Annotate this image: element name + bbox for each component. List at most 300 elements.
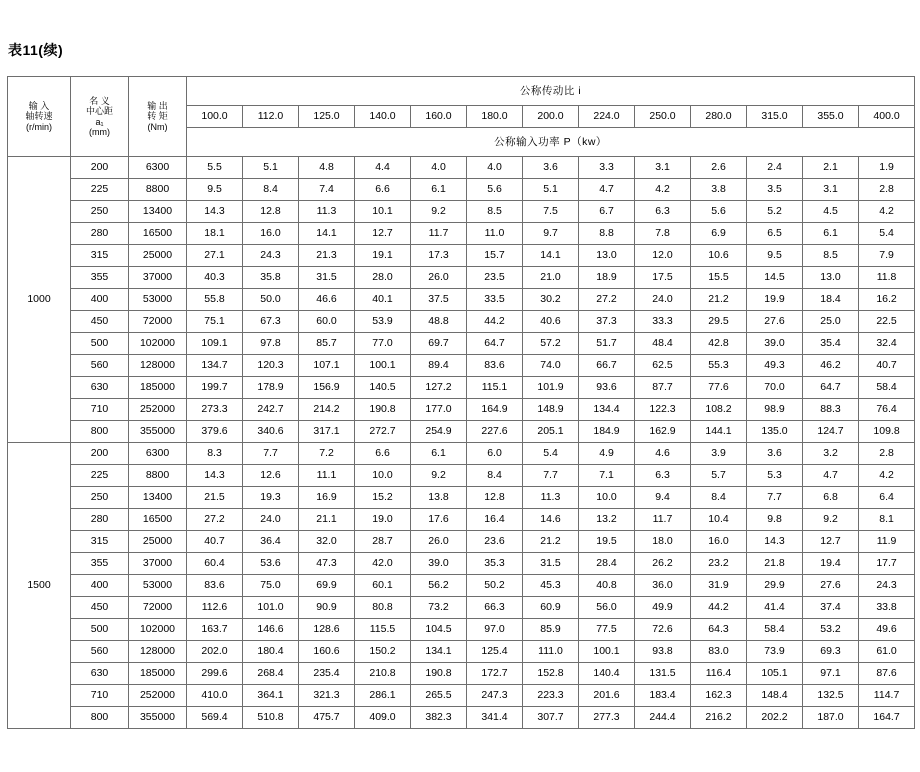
cell-power: 32.0 [299,531,355,553]
cell-power: 8.8 [579,223,635,245]
cell-power: 4.2 [859,201,915,223]
cell-a1: 225 [71,465,129,487]
table-row [8,289,915,311]
cell-power: 12.7 [355,223,411,245]
cell-power: 64.7 [803,377,859,399]
cell-power: 128.6 [299,619,355,641]
cell-power: 26.0 [411,267,467,289]
cell-power: 46.2 [803,355,859,377]
cell-power: 53.9 [355,311,411,333]
cell-power: 183.4 [635,685,691,707]
cell-power: 27.6 [747,311,803,333]
cell-power: 72.6 [635,619,691,641]
cell-power: 7.1 [579,465,635,487]
cell-a1: 225 [71,179,129,201]
cell-power: 4.2 [859,465,915,487]
header-ratio-1: 112.0 [243,106,299,128]
cell-power: 9.2 [803,509,859,531]
cell-power: 13.0 [803,267,859,289]
cell-power: 12.8 [243,201,299,223]
cell-power: 6.6 [355,179,411,201]
cell-power: 76.4 [859,399,915,421]
cell-a1: 200 [71,157,129,179]
cell-power: 12.7 [803,531,859,553]
cell-power: 160.6 [299,641,355,663]
cell-power: 273.3 [187,399,243,421]
cell-power: 11.8 [859,267,915,289]
cell-power: 77.5 [579,619,635,641]
header-ratio-6: 200.0 [523,106,579,128]
cell-power: 40.3 [187,267,243,289]
cell-power: 11.3 [523,487,579,509]
header-power-title: 公称输入功率 P（kw） [187,128,915,157]
cell-power: 23.6 [467,531,523,553]
cell-power: 277.3 [579,707,635,729]
cell-power: 28.0 [355,267,411,289]
cell-power: 13.0 [579,245,635,267]
header-ratio-8: 250.0 [635,106,691,128]
cell-torque: 252000 [129,685,187,707]
cell-power: 97.8 [243,333,299,355]
cell-power: 14.5 [747,267,803,289]
cell-power: 7.7 [747,487,803,509]
cell-power: 21.3 [299,245,355,267]
cell-power: 164.9 [467,399,523,421]
cell-power: 93.6 [579,377,635,399]
cell-power: 8.4 [467,465,523,487]
cell-power: 11.1 [299,465,355,487]
cell-power: 75.0 [243,575,299,597]
cell-power: 3.8 [691,179,747,201]
cell-power: 31.9 [691,575,747,597]
cell-power: 67.3 [243,311,299,333]
cell-power: 58.4 [747,619,803,641]
cell-power: 3.5 [747,179,803,201]
cell-power: 148.4 [747,685,803,707]
cell-power: 48.4 [635,333,691,355]
cell-power: 6.9 [691,223,747,245]
cell-power: 223.3 [523,685,579,707]
cell-power: 14.1 [523,245,579,267]
cell-torque: 252000 [129,399,187,421]
cell-power: 35.3 [467,553,523,575]
cell-power: 55.3 [691,355,747,377]
cell-power: 163.7 [187,619,243,641]
cell-power: 10.0 [579,487,635,509]
cell-power: 87.6 [859,663,915,685]
cell-power: 50.2 [467,575,523,597]
cell-power: 8.4 [243,179,299,201]
cell-power: 31.5 [299,267,355,289]
cell-power: 22.5 [859,311,915,333]
cell-power: 27.2 [187,509,243,531]
cell-power: 49.6 [859,619,915,641]
cell-power: 35.8 [243,267,299,289]
cell-power: 19.4 [803,553,859,575]
cell-power: 32.4 [859,333,915,355]
cell-power: 97.1 [803,663,859,685]
cell-power: 12.8 [467,487,523,509]
cell-power: 37.3 [579,311,635,333]
cell-torque: 102000 [129,333,187,355]
table-row [8,267,915,289]
cell-power: 10.4 [691,509,747,531]
cell-power: 24.0 [635,289,691,311]
header-ratio-5: 180.0 [467,106,523,128]
cell-power: 6.8 [803,487,859,509]
cell-power: 7.8 [635,223,691,245]
cell-power: 227.6 [467,421,523,443]
cell-power: 268.4 [243,663,299,685]
cell-power: 286.1 [355,685,411,707]
cell-power: 3.2 [803,443,859,465]
cell-power: 6.1 [411,179,467,201]
cell-power: 214.2 [299,399,355,421]
cell-power: 49.3 [747,355,803,377]
cell-power: 265.5 [411,685,467,707]
cell-power: 69.9 [299,575,355,597]
cell-power: 4.0 [467,157,523,179]
cell-power: 144.1 [691,421,747,443]
cell-power: 1.9 [859,157,915,179]
cell-power: 60.9 [523,597,579,619]
cell-power: 27.6 [803,575,859,597]
cell-power: 15.5 [691,267,747,289]
table-row [8,707,915,729]
cell-a1: 800 [71,707,129,729]
cell-torque: 13400 [129,201,187,223]
table-row [8,421,915,443]
table-row [8,201,915,223]
cell-power: 164.7 [859,707,915,729]
table-row [8,619,915,641]
cell-power: 39.0 [747,333,803,355]
cell-power: 4.2 [635,179,691,201]
cell-power: 4.4 [355,157,411,179]
cell-power: 24.0 [243,509,299,531]
header-ratio-4: 160.0 [411,106,467,128]
cell-a1: 560 [71,641,129,663]
cell-power: 134.7 [187,355,243,377]
cell-power: 14.3 [747,531,803,553]
table-row [8,311,915,333]
cell-power: 247.3 [467,685,523,707]
cell-power: 30.2 [523,289,579,311]
cell-power: 382.3 [411,707,467,729]
cell-power: 90.9 [299,597,355,619]
cell-power: 44.2 [467,311,523,333]
cell-power: 16.9 [299,487,355,509]
cell-power: 134.1 [411,641,467,663]
cell-power: 93.8 [635,641,691,663]
cell-power: 10.6 [691,245,747,267]
cell-power: 13.8 [411,487,467,509]
cell-torque: 6300 [129,157,187,179]
cell-power: 5.3 [747,465,803,487]
cell-power: 62.5 [635,355,691,377]
cell-power: 80.8 [355,597,411,619]
cell-power: 13.2 [579,509,635,531]
cell-power: 70.0 [747,377,803,399]
cell-power: 340.6 [243,421,299,443]
cell-power: 60.4 [187,553,243,575]
cell-power: 51.7 [579,333,635,355]
cell-power: 88.3 [803,399,859,421]
cell-input-speed: 1500 [8,443,71,729]
cell-power: 205.1 [523,421,579,443]
header-ratio-0: 100.0 [187,106,243,128]
cell-power: 9.5 [747,245,803,267]
cell-power: 49.9 [635,597,691,619]
cell-torque: 6300 [129,443,187,465]
table-row [8,531,915,553]
cell-power: 109.8 [859,421,915,443]
cell-power: 132.5 [803,685,859,707]
cell-a1: 500 [71,333,129,355]
header-ratio-3: 140.0 [355,106,411,128]
cell-power: 9.4 [635,487,691,509]
cell-power: 3.1 [635,157,691,179]
cell-power: 105.1 [747,663,803,685]
table-row [8,157,915,179]
cell-power: 48.8 [411,311,467,333]
cell-power: 98.9 [747,399,803,421]
cell-power: 69.3 [803,641,859,663]
cell-a1: 400 [71,575,129,597]
cell-torque: 25000 [129,245,187,267]
cell-power: 107.1 [299,355,355,377]
cell-power: 8.5 [803,245,859,267]
cell-power: 307.7 [523,707,579,729]
cell-power: 2.1 [803,157,859,179]
cell-power: 83.6 [187,575,243,597]
table-row [8,399,915,421]
cell-power: 44.2 [691,597,747,619]
cell-power: 14.1 [299,223,355,245]
cell-a1: 315 [71,245,129,267]
header-output-torque: 输 出 转 矩 (Nm) [129,77,187,157]
cell-power: 28.7 [355,531,411,553]
cell-power: 11.7 [411,223,467,245]
cell-power: 5.7 [691,465,747,487]
cell-power: 131.5 [635,663,691,685]
cell-power: 272.7 [355,421,411,443]
cell-power: 299.6 [187,663,243,685]
cell-a1: 450 [71,597,129,619]
cell-power: 7.9 [859,245,915,267]
cell-power: 124.7 [803,421,859,443]
cell-power: 33.3 [635,311,691,333]
cell-a1: 355 [71,267,129,289]
cell-power: 190.8 [355,399,411,421]
cell-a1: 630 [71,377,129,399]
cell-power: 60.1 [355,575,411,597]
cell-power: 21.2 [523,531,579,553]
cell-power: 6.1 [411,443,467,465]
cell-power: 6.4 [859,487,915,509]
cell-power: 58.4 [859,377,915,399]
cell-power: 41.4 [747,597,803,619]
cell-power: 18.1 [187,223,243,245]
cell-power: 364.1 [243,685,299,707]
cell-power: 18.4 [803,289,859,311]
cell-power: 53.6 [243,553,299,575]
cell-power: 16.4 [467,509,523,531]
table-row [8,377,915,399]
cell-power: 140.5 [355,377,411,399]
cell-torque: 37000 [129,553,187,575]
cell-power: 11.9 [859,531,915,553]
cell-power: 109.1 [187,333,243,355]
cell-power: 15.2 [355,487,411,509]
cell-power: 6.0 [467,443,523,465]
cell-torque: 16500 [129,223,187,245]
cell-power: 8.5 [467,201,523,223]
cell-power: 11.7 [635,509,691,531]
cell-torque: 128000 [129,355,187,377]
cell-power: 40.6 [523,311,579,333]
header-ratio-2: 125.0 [299,106,355,128]
cell-power: 4.6 [635,443,691,465]
cell-torque: 128000 [129,641,187,663]
cell-power: 83.6 [467,355,523,377]
cell-power: 45.3 [523,575,579,597]
cell-power: 53.2 [803,619,859,641]
cell-power: 8.1 [859,509,915,531]
cell-power: 7.5 [523,201,579,223]
cell-power: 3.6 [747,443,803,465]
cell-power: 6.1 [803,223,859,245]
cell-power: 42.8 [691,333,747,355]
table-row [8,641,915,663]
cell-power: 5.5 [187,157,243,179]
cell-power: 17.3 [411,245,467,267]
cell-power: 9.2 [411,465,467,487]
cell-power: 125.4 [467,641,523,663]
cell-power: 18.9 [579,267,635,289]
cell-power: 569.4 [187,707,243,729]
cell-power: 242.7 [243,399,299,421]
cell-input-speed: 1000 [8,157,71,443]
cell-power: 19.3 [243,487,299,509]
cell-power: 114.7 [859,685,915,707]
cell-a1: 200 [71,443,129,465]
cell-power: 21.0 [523,267,579,289]
cell-power: 410.0 [187,685,243,707]
cell-power: 7.2 [299,443,355,465]
cell-a1: 560 [71,355,129,377]
cell-power: 69.7 [411,333,467,355]
cell-power: 235.4 [299,663,355,685]
table-row [8,223,915,245]
cell-power: 5.2 [747,201,803,223]
cell-power: 74.0 [523,355,579,377]
cell-power: 24.3 [859,575,915,597]
table-caption: 表11(续) [8,42,64,58]
table-row [8,685,915,707]
cell-torque: 102000 [129,619,187,641]
cell-power: 19.0 [355,509,411,531]
cell-power: 6.3 [635,201,691,223]
cell-power: 28.4 [579,553,635,575]
cell-power: 9.7 [523,223,579,245]
cell-torque: 185000 [129,377,187,399]
table-row [8,597,915,619]
cell-a1: 280 [71,223,129,245]
header-ratio-9: 280.0 [691,106,747,128]
cell-power: 60.0 [299,311,355,333]
cell-power: 202.2 [747,707,803,729]
cell-power: 244.4 [635,707,691,729]
cell-power: 101.9 [523,377,579,399]
cell-power: 26.0 [411,531,467,553]
cell-power: 104.5 [411,619,467,641]
cell-power: 42.0 [355,553,411,575]
cell-power: 24.3 [243,245,299,267]
cell-power: 31.5 [523,553,579,575]
cell-power: 135.0 [747,421,803,443]
cell-power: 16.0 [243,223,299,245]
cell-power: 36.0 [635,575,691,597]
cell-power: 5.6 [467,179,523,201]
cell-power: 409.0 [355,707,411,729]
header-ratio-10: 315.0 [747,106,803,128]
cell-power: 115.5 [355,619,411,641]
cell-power: 8.4 [691,487,747,509]
cell-power: 21.8 [747,553,803,575]
cell-power: 216.2 [691,707,747,729]
cell-power: 66.7 [579,355,635,377]
cell-power: 11.3 [299,201,355,223]
cell-power: 4.7 [803,465,859,487]
cell-power: 29.9 [747,575,803,597]
cell-power: 85.9 [523,619,579,641]
table-row [8,355,915,377]
cell-a1: 450 [71,311,129,333]
cell-power: 9.8 [747,509,803,531]
cell-power: 6.3 [635,465,691,487]
table-row [8,553,915,575]
cell-power: 9.5 [187,179,243,201]
cell-a1: 710 [71,399,129,421]
cell-power: 379.6 [187,421,243,443]
cell-power: 2.6 [691,157,747,179]
cell-power: 321.3 [299,685,355,707]
cell-power: 134.4 [579,399,635,421]
cell-torque: 72000 [129,597,187,619]
table-row [8,575,915,597]
cell-torque: 16500 [129,509,187,531]
cell-power: 27.2 [579,289,635,311]
cell-power: 100.1 [355,355,411,377]
cell-power: 187.0 [803,707,859,729]
cell-power: 4.9 [579,443,635,465]
cell-power: 36.4 [243,531,299,553]
cell-torque: 8800 [129,465,187,487]
table-body [8,157,915,729]
cell-power: 19.5 [579,531,635,553]
cell-power: 19.9 [747,289,803,311]
cell-power: 57.2 [523,333,579,355]
cell-power: 2.4 [747,157,803,179]
cell-torque: 8800 [129,179,187,201]
cell-power: 21.2 [691,289,747,311]
cell-power: 64.7 [467,333,523,355]
table-row [8,509,915,531]
table-row [8,333,915,355]
cell-power: 12.0 [635,245,691,267]
cell-power: 156.9 [299,377,355,399]
